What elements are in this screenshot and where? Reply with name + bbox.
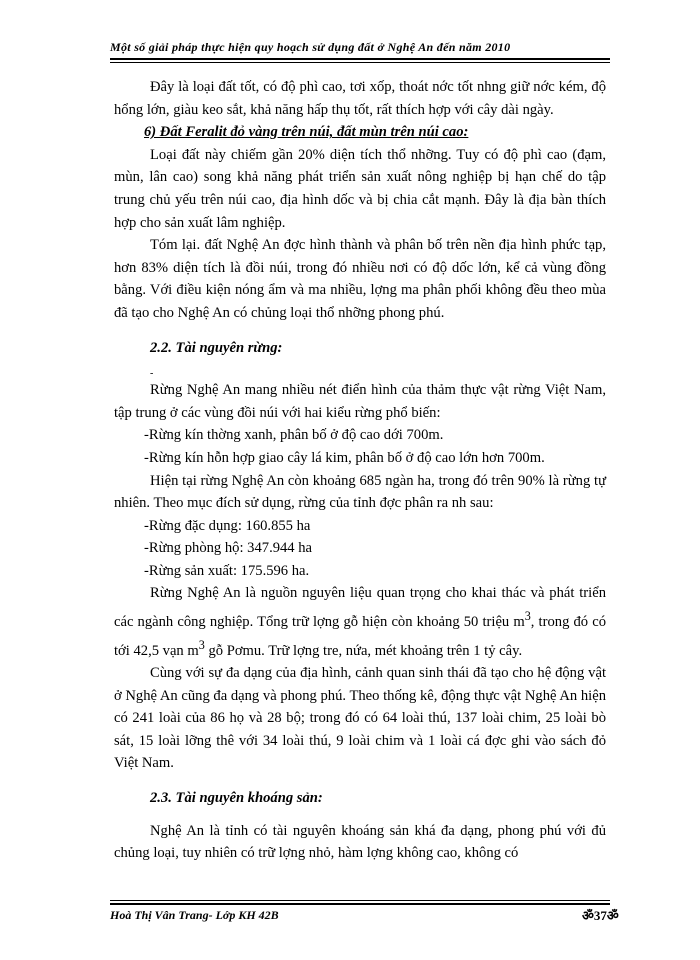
paragraph: Cùng với sự đa dạng của địa hình, cảnh quan sinh thái đã tạo cho hệ động vật ở Nghệ An cũng đa dạng và phong phú. Theo thống kê, động thực vật Nghệ An hiện có 241 loài của 86 họ và 28 bộ; trong đó có 64 loài thú, 137 loài chim, 25 loài bò sát, 15 loài lỡng thê với 34 loài thú, 9 loài chim và 1 loài cá đợc ghi vào sách đỏ Việt Nam.	[114, 664, 606, 772]
paragraph: Hiện tại rừng Nghệ An còn khoảng 685 ngàn ha, trong đó trên 90% là rừng tự nhiên. Theo mục đích sử dụng, rừng của tỉnh đợc phân ra nh sau:	[114, 472, 606, 512]
paragraph: Đây là loại đất tốt, có độ phì cao, tơi xốp, thoát nớc tốt nhng giữ nớc kém, độ hổng lớn, giàu keo sắt, khả năng hấp thụ tốt, rất thích hợp với cây dài ngày.	[114, 79, 606, 118]
section-heading: 2.2. Tài nguyên rừng:	[150, 339, 283, 356]
subsection-heading	[114, 121, 606, 144]
list-item: -Rừng kín thờng xanh, phân bố ở độ cao dới 700m.	[144, 427, 444, 444]
paragraph-part: gỗ Pơmu. Trữ lợng tre, nứa, mét khoảng trên 1 tỷ cây.	[204, 642, 523, 659]
paragraph: Loại đất này chiếm gần 20% diện tích thổ nhỡng. Tuy có độ phì cao (đạm, mùn, lân cao) song khả năng phát triển sản xuất nông nghiệp bị hạn chế do tập trung chủ yếu trên núi cao, địa hình dốc và bị chia cắt mạnh. Đây là địa bàn thích hợp cho sản xuất lâm nghiệp.	[114, 146, 606, 231]
paragraph: Nghệ An là tỉnh có tài nguyên khoáng sản khá đa dạng, phong phú với đủ chủng loại, tuy nhiên có trữ lợng nhỏ, hàm lợng không cao, không có	[114, 822, 606, 862]
subsection-heading-text: 6) Đất Feralit đỏ vàng trên núi, đất mùn trên núi cao:	[144, 124, 469, 141]
superscript: 3	[198, 637, 205, 652]
page-body	[114, 76, 606, 865]
paragraph: Tóm lại. đất Nghệ An đợc hình thành và phân bố trên nền địa hình phức tạp, hơn 83% diện tích là đồi núi, trong đó nhiều nơi có độ dốc lớn, kể cả vùng đồng bằng. Với điều kiện nóng ẩm và ma nhiều, lợng ma phân phối không đều theo mùa đã tạo cho Nghệ An có chủng loại thổ nhỡng phong phú.	[114, 237, 606, 321]
paragraph-part: Rừng Nghệ An là nguồn nguyên liệu quan trọng cho khai thác và phát triển các ngành công nghiệp. Tổng trữ lợng gỗ hiện còn khoảng 50 triệu m	[114, 585, 606, 630]
paragraph: Rừng Nghệ An mang nhiều nét điển hình của thảm thực vật rừng Việt Nam, tập trung ở các vùng đồi núi với hai kiểu rừng phổ biến:	[114, 382, 606, 421]
paragraph-part: , trong đó có tới 42,5 vạn m	[114, 613, 606, 659]
superscript: 3	[524, 609, 531, 624]
footer-author: Hoà Thị Vân Trang- Lớp KH 42B	[110, 908, 279, 922]
stray-dash: -	[150, 368, 154, 380]
footer-rule-thin	[110, 900, 610, 901]
footer-rule	[110, 903, 610, 905]
list-item: -Rừng sản xuất: 175.596 ha.	[144, 562, 310, 579]
list-item: -Rừng đặc dụng: 160.855 ha	[144, 517, 311, 534]
header-rule-thin	[110, 62, 610, 63]
paragraph	[114, 582, 606, 662]
page-number: ॐ37ॐ	[582, 908, 619, 923]
section-heading: 2.3. Tài nguyên khoáng sản:	[150, 789, 323, 806]
list-item: -Rừng phòng hộ: 347.944 ha	[144, 540, 313, 557]
running-header: Một số giải pháp thực hiện quy hoạch sử dụng đất ở Nghệ An đến năm 2010	[110, 40, 511, 54]
list-item: -Rừng kín hỗn hợp giao cây lá kim, phân bố ở độ cao lớn hơn 700m.	[144, 449, 545, 466]
header-rule	[110, 58, 610, 60]
